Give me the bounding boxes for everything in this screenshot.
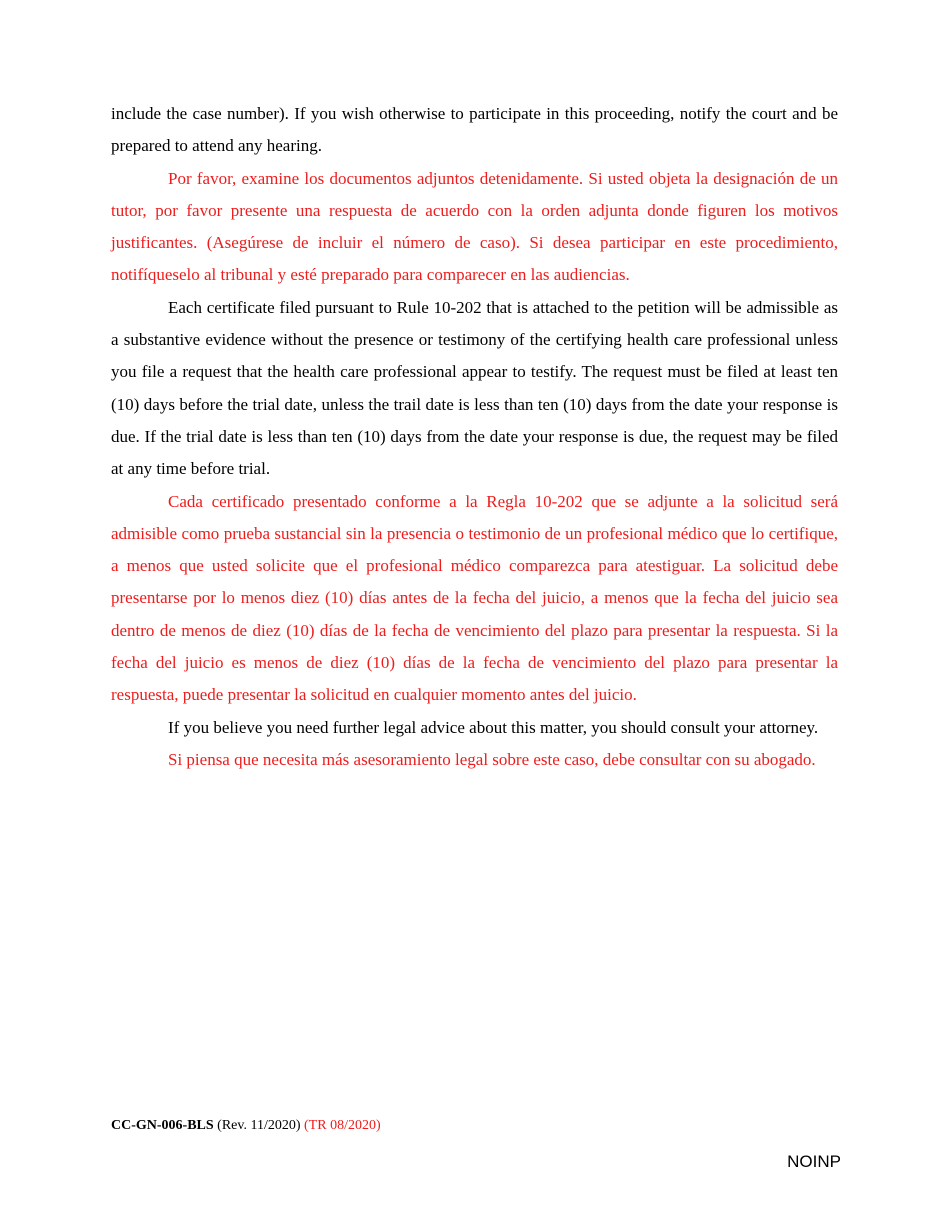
paragraph-es-certificate-rule: Cada certificado presentado conforme a la Regla 10-202 que se adjunte a la solicitud será admisible como prueba sustancial sin la presencia o testimonio de un profesional médico que lo certifique, a menos que usted solicite que el profesional médico comparezca para atestiguar. La solicitud debe presentarse por lo menos diez (10) días antes de la fecha del juicio, a menos que la fecha del juicio sea dentro de menos de diez (10) días de la fecha de vencimiento del plazo para presentar la respuesta. Si la fecha del juicio es menos de diez (10) días de la fecha de vencimiento del plazo para presentar la respuesta, puede presentar la solicitud en cualquier momento antes del juicio. xyxy=(111,491,838,705)
paragraph-es-legal-advice: Si piensa que necesita más asesoramiento legal sobre este caso, debe consultar con su abogado. xyxy=(168,749,816,769)
form-code: CC-GN-006-BLS xyxy=(111,1118,214,1133)
form-revision: (Rev. 11/2020) xyxy=(217,1118,301,1133)
translation-revision: (TR 08/2020) xyxy=(304,1118,381,1133)
paragraph-en-certificate-rule: Each certificate filed pursuant to Rule 10-202 that is attached to the petition will be admissible as a substantive evidence without the presence or testimony of the certifying health care professional unless you file a request that the health care professional appear to testify. The request must be filed at least ten (10) days before the trial date, unless the trail date is less than ten (10) days from the date your response is due. If the trial date is less than ten (10) days from the date your response is due, the request may be filed at any time before trial. xyxy=(111,297,838,479)
form-id-label: NOINP xyxy=(787,1152,841,1171)
footer-form-code xyxy=(111,1116,381,1136)
document-body xyxy=(111,98,838,776)
paragraph-en-legal-advice: If you believe you need further legal advice about this matter, you should consult your attorney. xyxy=(168,717,819,737)
paragraph-en-case-participation: include the case number). If you wish otherwise to participate in this proceeding, notify the court and be prepared to attend any hearing. xyxy=(111,104,838,156)
paragraph-es-examine-documents: Por favor, examine los documentos adjuntos detenidamente. Si usted objeta la designación de un tutor, por favor presente una respuesta de acuerdo con la orden adjunta donde figuren los motivos justificantes. (Asegúrese de incluir el número de caso). Si desea participar en este procedimiento, notifíqueselo al tribunal y esté preparado para comparecer en las audiencias. xyxy=(111,168,838,285)
